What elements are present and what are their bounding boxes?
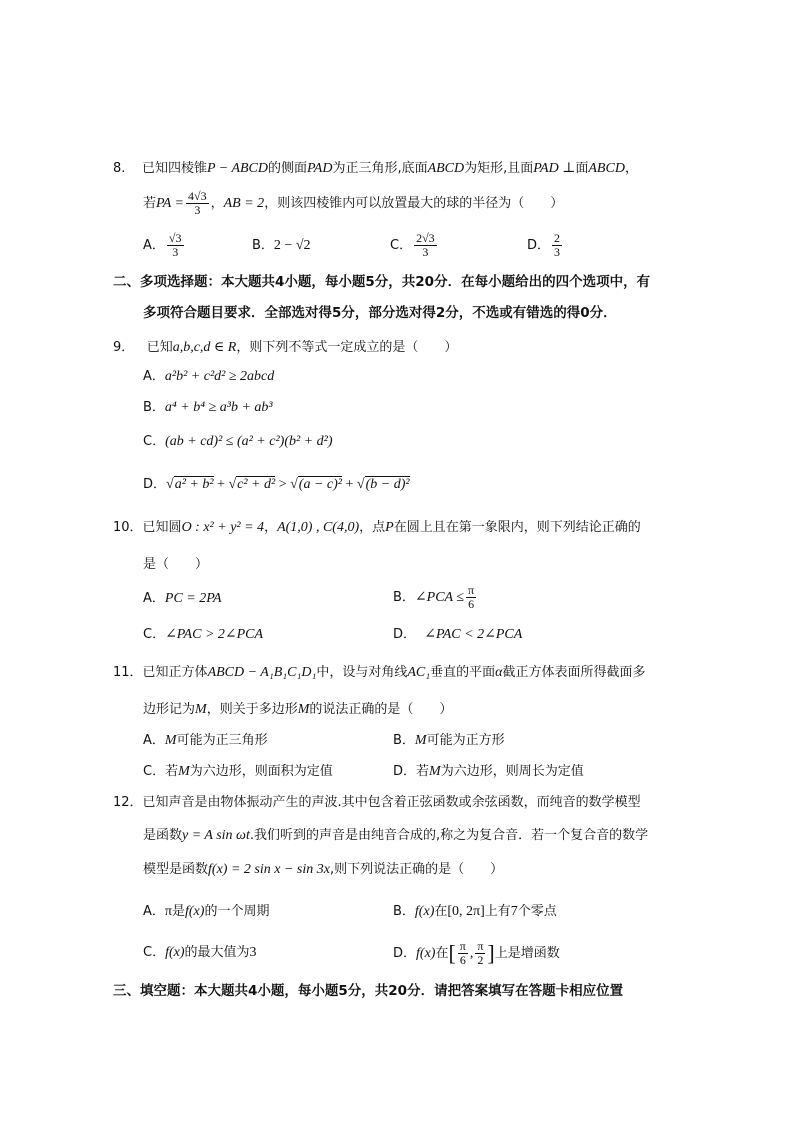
option-math: M	[178, 764, 190, 779]
option-label: C．	[390, 238, 413, 253]
q8-math: AB = 2	[223, 196, 265, 211]
option-fraction	[167, 232, 184, 259]
sqrt-sign: √	[356, 477, 365, 492]
sqrt-content: (b − d)²	[365, 477, 410, 492]
q9-text: 已知	[146, 340, 173, 355]
option-math: (ab + cd)² ≤ (a² + c²)(b² + d²)	[165, 434, 333, 449]
q8-math: P − ABCD	[206, 161, 268, 176]
option-fraction	[475, 940, 485, 967]
sqrt-sign: √	[290, 477, 298, 492]
q9-number: 9．	[113, 340, 135, 355]
q11-text: 已知正方体	[142, 665, 208, 680]
q9-stem	[113, 339, 457, 357]
sqrt-content: a² + b²	[174, 477, 214, 492]
sqrt-content: (a − c)²	[298, 477, 342, 492]
option-label: B．	[393, 733, 415, 748]
option-math: M	[414, 733, 427, 748]
q12-option-c	[143, 944, 257, 962]
q12-text: 已知声音是由物体振动产生的声波.其中包含着正弦函数或余弦函数，而纯音的数学模型	[142, 795, 641, 810]
option-text: 为六边形，则面积为定值	[189, 764, 333, 779]
q12-math: y = A sin ωt	[182, 828, 250, 843]
fraction-denominator: 3	[554, 245, 561, 259]
q11-stem-cont	[143, 701, 452, 719]
option-math: 7	[510, 904, 518, 919]
q12-text: .我们听到的声音是由纯音合成的,称之为复合音．若一个复合音的数学	[249, 828, 649, 843]
q8-math: PA =	[156, 196, 185, 211]
q8-math: PAD	[307, 161, 333, 176]
option-label: C．若	[143, 764, 179, 779]
q11-text: ，则关于多边形	[206, 702, 298, 717]
fraction-denominator: 3	[422, 245, 429, 259]
q8-text: 已知四棱锥	[141, 161, 207, 176]
bracket-right: ]	[487, 940, 495, 966]
section-3-heading: 三、填空题：本大题共4小题，每小题5分，共20分．请把答案填写在答题卡相应位置	[113, 983, 624, 999]
q9-option-b	[143, 399, 273, 417]
q11-text: 边形记为	[143, 702, 196, 717]
q11-option-a	[143, 732, 268, 750]
q8-math: PAD ⊥	[533, 161, 576, 176]
option-math: f(x)	[416, 946, 436, 961]
q12-text: 是函数	[143, 828, 183, 843]
q10-math: O : x² + y² = 4	[181, 520, 265, 535]
operator: >	[275, 477, 291, 492]
section-2-heading-cont: 多项符合题目要求．全部选对得5分，部分选对得2分，不选或有错选的得0分．	[143, 305, 617, 321]
option-math: ∠PAC > 2∠PCA	[165, 627, 264, 642]
option-fraction	[414, 232, 437, 259]
fraction-denominator: 6	[459, 953, 466, 967]
q10-math: P	[385, 520, 394, 535]
q9-math: a,b,c,d ∈ R	[172, 340, 237, 355]
q11-option-d	[393, 763, 584, 781]
q12-text: ,则下列说法正确的是（ ）	[329, 862, 504, 877]
option-text: 的最大值为	[184, 945, 250, 960]
q10-text: ，点	[359, 520, 386, 535]
option-label: C．	[143, 945, 166, 960]
q8-option-d	[527, 232, 564, 259]
q10-option-a	[143, 590, 222, 608]
sqrt-sign: √	[166, 477, 174, 492]
q11-option-c	[143, 763, 333, 781]
q8-number: 8.	[113, 161, 126, 176]
q8-option-b	[252, 237, 311, 255]
option-label: A．	[143, 591, 165, 606]
q11-math: AC₁	[407, 665, 431, 680]
option-math: f(x)	[165, 945, 185, 960]
option-math: ∠PCA ≤	[414, 590, 465, 605]
option-label: D．若	[393, 764, 430, 779]
q10-text: ，	[264, 520, 278, 535]
q8-text: 若	[143, 196, 157, 211]
q12-option-a	[143, 903, 269, 921]
q8-text: ，	[210, 196, 224, 211]
q9-option-c	[143, 433, 333, 451]
q10-text: 已知圆	[142, 520, 182, 535]
q11-math: M	[297, 702, 310, 717]
option-label: B．	[393, 904, 415, 919]
option-label: C．	[143, 434, 166, 449]
option-label: D．	[393, 946, 417, 961]
option-label: D．	[527, 238, 551, 253]
option-label: D．	[143, 477, 167, 492]
option-label: A．	[143, 733, 165, 748]
operator: +	[213, 477, 229, 492]
operator: ,	[469, 946, 474, 961]
q8-text: 为矩形,且面	[464, 161, 534, 176]
q11-math: M	[195, 702, 207, 717]
q11-text: 的说法正确的是（ ）	[309, 702, 453, 717]
q8-math: ABCD	[427, 161, 465, 176]
option-label: A．	[143, 238, 165, 253]
option-math: a⁴ + b⁴ ≥ a³b + ab³	[164, 400, 273, 415]
q12-stem-line2	[143, 827, 648, 845]
fraction-numerator: √3	[168, 231, 182, 245]
option-text: 上有	[484, 904, 511, 919]
q10-stem	[113, 519, 641, 537]
q12-stem-line3	[143, 861, 503, 879]
q10-stem-cont: 是（ ）	[143, 557, 209, 572]
fraction-denominator: 6	[468, 597, 475, 611]
bracket-left: [	[448, 940, 456, 966]
q8-math: ABCD	[588, 161, 625, 176]
q11-number: 11．	[113, 665, 143, 680]
q10-math: A(1,0) , C(4,0)	[277, 520, 360, 535]
option-label: B．	[393, 590, 415, 605]
option-text: 是	[171, 904, 185, 919]
q8-text: 面	[575, 161, 589, 176]
option-fraction	[458, 940, 468, 967]
q10-number: 10．	[113, 520, 143, 535]
option-math: 3	[249, 945, 257, 960]
q8-text: 的侧面	[268, 161, 308, 176]
fraction-numerator: 2√3	[416, 231, 435, 245]
q12-option-d	[393, 940, 560, 967]
q9-option-a	[143, 368, 274, 386]
option-label: B．	[252, 238, 274, 253]
option-text: 为六边形，则周长为定值	[440, 764, 584, 779]
sqrt-content: c² + d²	[237, 477, 276, 492]
q11-text: 截正方体表面所得截面多	[502, 665, 646, 680]
q11-text: 垂直的平面	[430, 665, 496, 680]
operator: +	[341, 477, 357, 492]
q10-option-c	[143, 626, 263, 644]
option-math: a²b² + c²d² ≥ 2abcd	[164, 369, 275, 384]
option-math: M	[164, 733, 177, 748]
fraction-numerator: π	[468, 583, 475, 597]
option-label: A．	[143, 369, 165, 384]
option-fraction	[466, 584, 476, 611]
option-math: M	[429, 764, 441, 779]
option-label: B．	[143, 400, 165, 415]
q12-math: f(x) = 2 sin x − sin 3x	[208, 862, 330, 877]
fraction-denominator: 3	[172, 245, 179, 259]
fraction-numerator: π	[459, 939, 466, 953]
option-label: D．	[393, 627, 417, 642]
q10-text: 在圆上且在第一象限内，则下列结论正确的	[393, 520, 641, 535]
option-text: 的一个周期	[204, 904, 270, 919]
q8-line2	[143, 190, 563, 217]
q10-option-d	[393, 626, 522, 644]
q9-text: ，则下列不等式一定成立的是（ ）	[236, 340, 458, 355]
q12-number: 12．	[113, 795, 143, 810]
q11-math: α	[495, 665, 503, 680]
q12-text: 模型是函数	[143, 862, 209, 877]
option-math: ∠PAC < 2∠PCA	[424, 627, 523, 642]
option-fraction	[552, 232, 562, 259]
fraction-denominator: 3	[194, 203, 201, 217]
q8-line1	[113, 160, 638, 178]
q9-option-d	[143, 476, 410, 494]
option-math: f(x)	[414, 904, 435, 919]
option-label: A．	[143, 904, 165, 919]
q8-text: 为正三角形,底面	[332, 161, 428, 176]
q8-option-a	[143, 232, 186, 259]
q11-math: ABCD − A₁B₁C₁D₁	[207, 665, 317, 680]
q11-text: 中，设与对角线	[316, 665, 408, 680]
option-math: π	[164, 904, 172, 919]
option-math: 2 − √2	[273, 238, 311, 253]
q8-fraction	[186, 190, 209, 217]
option-math: [0, 2π]	[447, 904, 485, 919]
option-text: 可能为正方形	[426, 733, 505, 748]
option-label: C．	[143, 627, 166, 642]
option-text: 上是增函数	[494, 946, 560, 961]
fraction-numerator: 4√3	[188, 189, 207, 203]
section-2-heading: 二、多项选择题：本大题共4小题，每小题5分，共20分．在每小题给出的四个选项中，有	[113, 274, 651, 290]
fraction-denominator: 2	[477, 953, 484, 967]
option-math: PC = 2PA	[164, 591, 222, 606]
q10-option-b	[393, 584, 478, 611]
option-text: 在	[434, 904, 448, 919]
q8-text: ，	[624, 161, 638, 176]
q11-option-b	[393, 732, 505, 750]
q11-stem	[113, 664, 646, 682]
q8-text: ，则该四棱锥内可以放置最大的球的半径为（ ）	[264, 196, 564, 211]
q12-stem-line1	[113, 794, 641, 812]
option-text: 个零点	[517, 904, 557, 919]
sqrt-sign: √	[228, 477, 237, 492]
fraction-numerator: 2	[554, 231, 561, 245]
option-math: f(x)	[185, 904, 205, 919]
option-text: 在	[435, 946, 449, 961]
option-text: 可能为正三角形	[176, 733, 268, 748]
q8-option-c	[390, 232, 439, 259]
fraction-numerator: π	[477, 939, 484, 953]
q12-option-b	[393, 903, 557, 921]
